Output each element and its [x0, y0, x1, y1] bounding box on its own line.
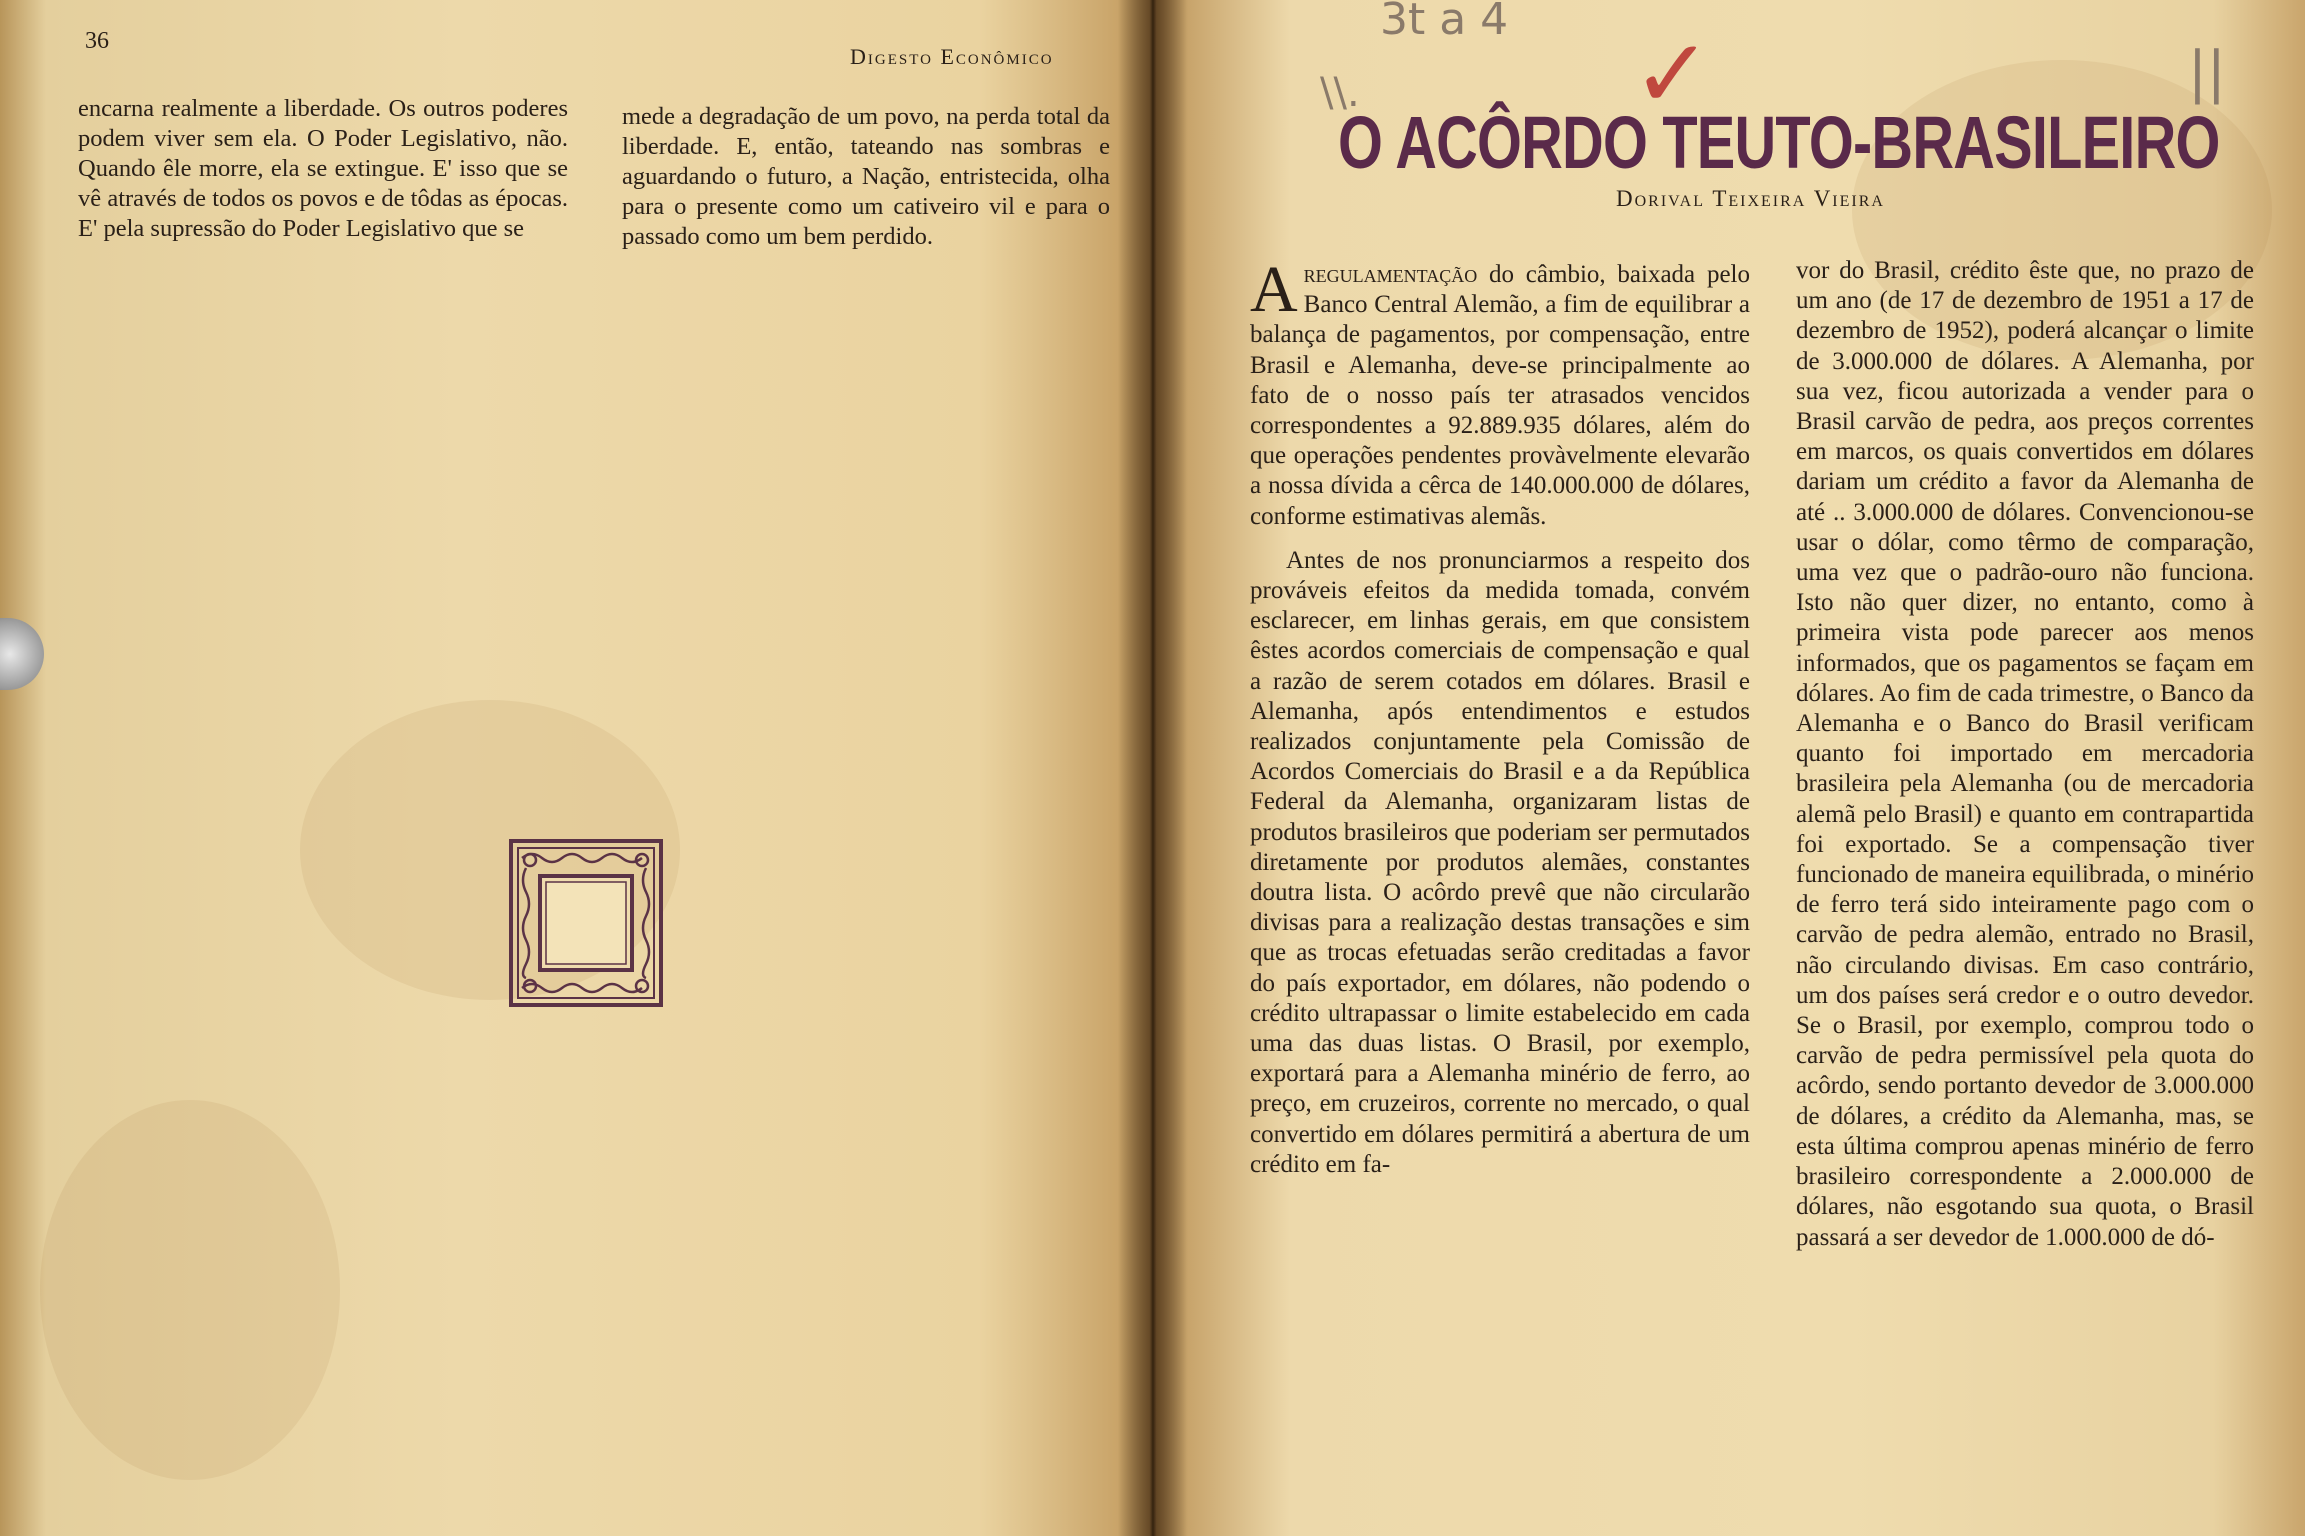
article-column-2	[1796, 256, 2254, 1253]
article-byline: Dorival Teixeira Vieira	[1616, 186, 1885, 211]
pencil-checkmark: ✓	[1632, 18, 1713, 130]
pencil-note: 3t a 4	[1380, 0, 1509, 45]
left-column-2-text: mede a degradação de um povo, na perda total da liberdade. E, então, tateando nas sombras e aguardando o futuro, a Nação, entristecida, olha para o presente como um cativeiro vil e para o passado como um bem perdido.	[622, 103, 1110, 250]
page-number: 36	[85, 28, 109, 54]
left-column-2	[622, 102, 1110, 252]
binder-tab	[0, 618, 44, 690]
book-gutter	[1118, 0, 1188, 1536]
paragraph-1-text: do câmbio, baixada pelo Banco Central Alemão, a fim de equilibrar a balança de pagamentos, por compensação, entre Brasil e Alemanha, deve-se principalmente ao fato de o nosso país ter atrasados vencidos correspondentes a 92.889.935 dólares, além do que operações pendentes provàvelmente elevarão a nossa dívida a cêrca de 140.000.000 de dólares, conforme estimativas alemãs.	[1250, 261, 1750, 530]
article-title: O ACÔRDO TEUTO-BRASILEIRO	[1338, 101, 2220, 184]
running-head: Digesto Econômico	[850, 44, 1054, 69]
drop-cap: A	[1250, 253, 1298, 326]
left-page	[0, 0, 1152, 1536]
left-column-1	[78, 94, 568, 244]
left-column-1-text: encarna realmente a liberdade. Os outros poderes podem viver sem ela. O Poder Legislativo, não. Quando êle morre, ela se extingue. E' isso que se vê através de todos os povos e de tôdas as épocas. E' pela supressão do Poder Legislativo que se	[78, 95, 568, 242]
decorative-frame-ornament	[508, 838, 664, 1008]
pencil-mark: \\.	[1320, 70, 1360, 116]
article-column-2-text: vor do Brasil, crédito êste que, no prazo de um ano (de 17 de dezembro de 1951 a 17 de dezembro de 1952), poderá alcançar o limite de 3.000.000 de dólares. A Alemanha, por sua vez, ficou autorizada a vender para o Brasil carvão de pedra, aos preços correntes em marcos, os quais convertidos em dólares dariam um crédito a favor da Alemanha de até .. 3.000.000 de dólares. Convencionou-se usar o dólar, como têrmo de comparação, uma vez que o padrão-ouro não funciona. Isto não quer dizer, no entanto, como à primeira vista pode parecer aos menos informados, que os pagamentos se façam em dólares. Ao fim de cada trimestre, o Banco da Alemanha e o Banco do Brasil verificam quanto foi importado em mercadoria brasileira pela Alemanha (ou de mercadoria alemã pelo Brasil) e quanto em contrapartida foi exportado. Se a compensação tiver funcionado de maneira equilibrada, o minério de ferro terá sido inteiramente pago com o carvão de pedra alemão, entrado no Brasil, não circulando divisas. Em caso contrário, um dos países será credor e o outro devedor. Se o Brasil, por exemplo, comprou todo o carvão de pedra permissível pela quota do acôrdo, sendo portanto devedor de 3.000.000 de dólares, a crédito da Alemanha, mas, se esta última comprou apenas minério de ferro brasileiro correspondente a 2.000.000 de dólares, não esgotando sua quota, o Brasil passará a ser devedor de 1.000.000 de dó-	[1796, 257, 2254, 1251]
article-column-1	[1250, 253, 1750, 1180]
right-page	[1152, 0, 2305, 1536]
pencil-mark-right: ||	[2188, 40, 2226, 105]
lead-in: regulamentação	[1303, 261, 1478, 288]
article-paragraph-1	[1250, 253, 1750, 532]
article-paragraph-2: Antes de nos pronunciarmos a respeito dos prováveis efeitos da medida tomada, convém esclarecer, em linhas gerais, em que consistem êstes acordos comerciais de compensação e qual a razão de serem cotados em dólares. Brasil e Alemanha, após entendimentos e estudos realizados conjuntamente pela Comissão de Acordos Comerciais do Brasil e a da República Federal da Alemanha, organizaram listas de produtos brasileiros que poderiam ser permutados diretamente por produtos alemães, constantes doutra lista. O acôrdo prevê que não circularão divisas para a realização destas transações e sim que as trocas efetuadas serão creditadas a favor do país exportador, em dólares, não podendo o crédito ultrapassar o limite estabelecido em cada uma das duas listas. O Brasil, por exemplo, exportará para a Alemanha minério de ferro, ao preço, em cruzeiros, corrente no mercado, o qual convertido em dólares permitirá a abertura de um crédito em fa-	[1250, 546, 1750, 1178]
